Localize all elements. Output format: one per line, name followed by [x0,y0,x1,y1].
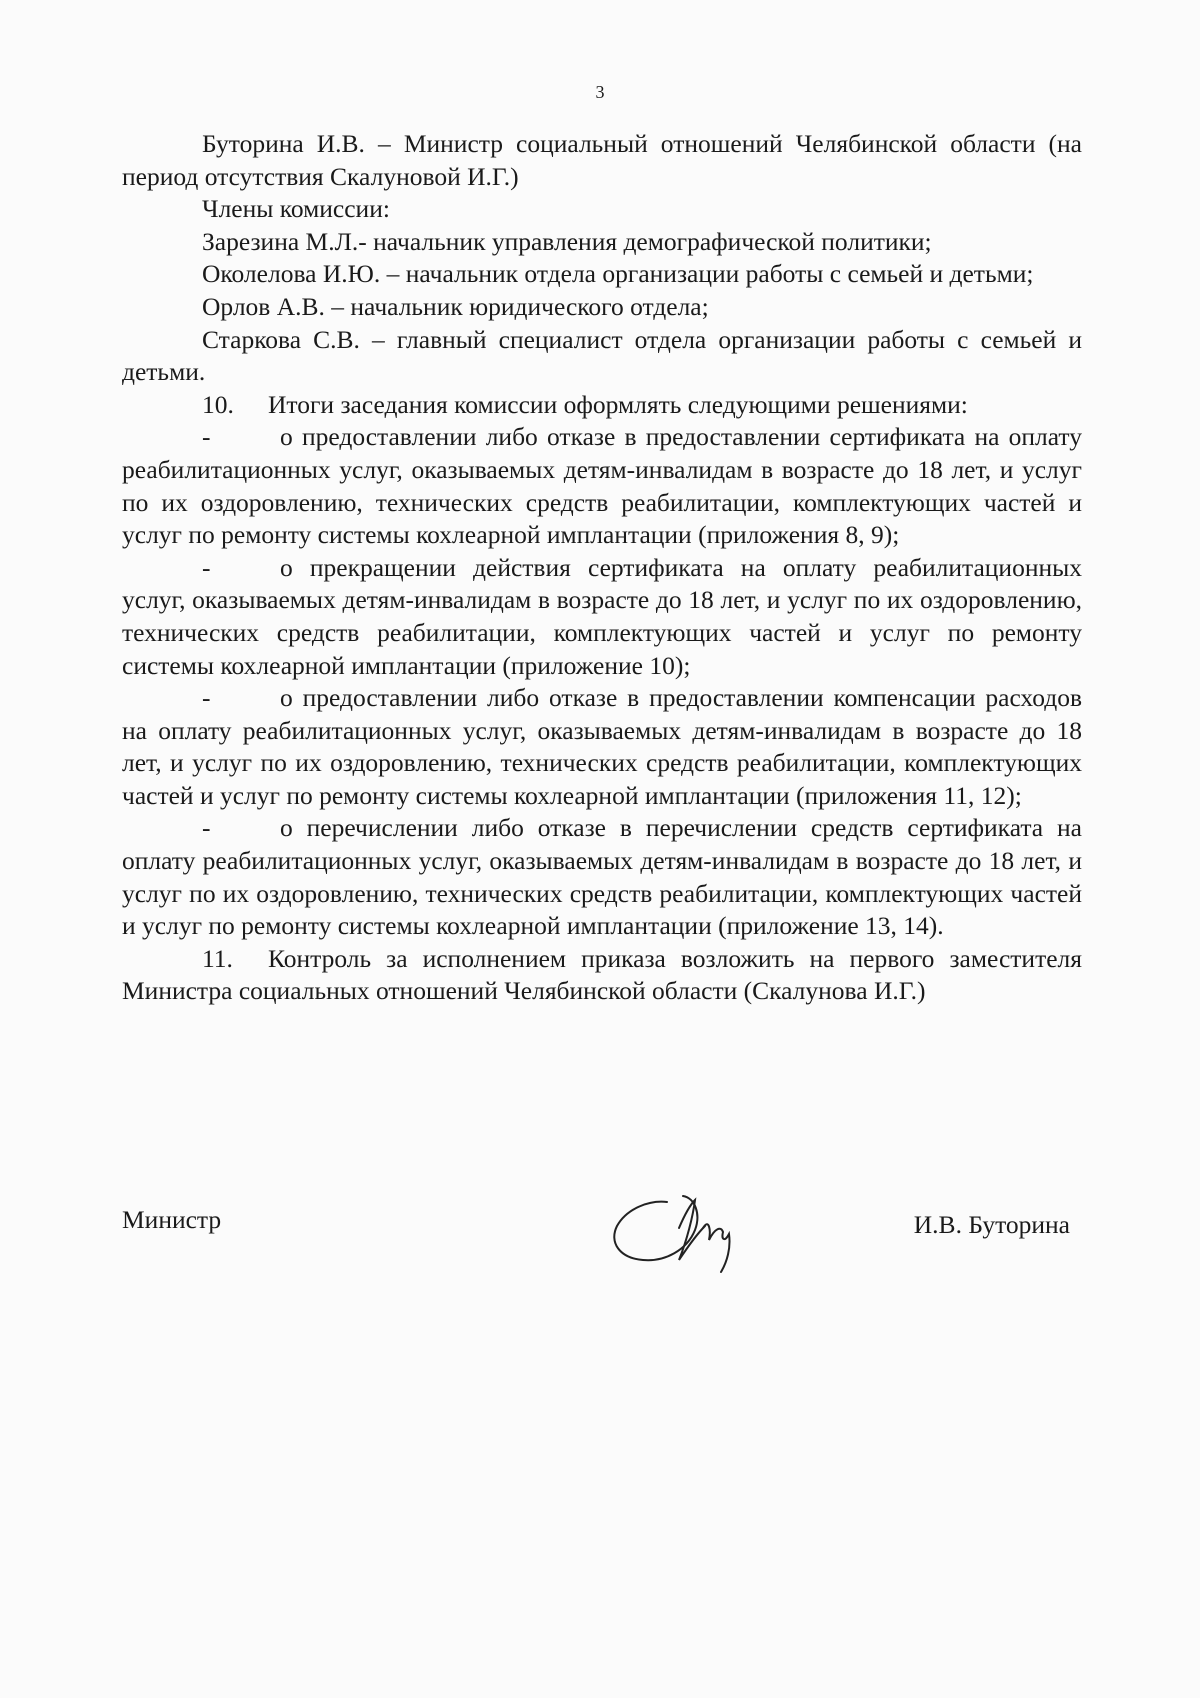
chair-paragraph: Буторина И.В. – Министр социальный отношений Челябинской области (на период отсутствия Скалуновой И.Г.) [122,129,1082,191]
signatory-name: И.В. Буторина [913,1210,1070,1239]
item-10-text: Итоги заседания комиссии оформлять следующими решениями: [268,389,968,419]
item-11-text: Контроль за исполнением приказа возложить на первого заместителя Министра социальных отношений Челябинской области (Скалунова И.Г.) [122,943,1082,1006]
list-dash: - [202,552,211,582]
subitem-2 [122,552,1082,682]
list-dash: - [202,813,211,843]
item-11 [122,943,1082,1008]
handwritten-signature [595,1170,765,1280]
list-dash: - [202,683,211,713]
subitem-3-text: о предоставлении либо отказе в предоставлении компенсации расходов на оплату реабилитационных услуг, оказываемых детям-инвалидам в возрасте до 18 лет, и услуг по их оздоровлению, технических средств реабилитации, комплектующих частей и услуг по ремонту системы кохлеарной имплантации (приложения 11, 12); [122,683,1082,810]
member-zarezina: Зарезина М.Л.- начальник управления демографической политики; [202,226,932,256]
subitem-4-text: о перечислении либо отказе в перечислении средств сертификата на оплату реабилитационных услуг, оказываемых детям-инвалидам в возрасте до 18 лет, и услуг по их оздоровлению, технических средств реабилитации, комплектующих частей и услуг по ремонту системы кохлеарной имплантации (приложение 13, 14). [122,813,1082,941]
member-okolelova: Околелова И.Ю. – начальник отдела организации работы с семьей и детьми; [202,259,1034,289]
subitem-3 [122,682,1082,812]
subitem-1 [122,421,1082,551]
subitem-2-text: о прекращении действия сертификата на оплату реабилитационных услуг, оказываемых детям-инвалидам в возрасте до 18 лет, и услуг по их оздоровлению, технических средств реабилитации, комплектующих частей и услуг по ремонту системы кохлеарной имплантации (приложение 10); [122,552,1082,680]
signatory-title: Министр [122,1205,222,1234]
item-10 [122,389,1082,422]
item-10-number: 10. [202,389,234,419]
subitem-4 [122,812,1082,942]
member-starkova: Старкова С.В. – главный специалист отдела организации работы с семьей и детьми. [122,324,1082,387]
list-dash: - [202,422,211,452]
document-body [122,128,1082,1008]
item-11-number: 11. [202,943,233,973]
subitem-1-text: о предоставлении либо отказе в предоставлении сертификата на оплату реабилитационных услуг, оказываемых детям-инвалидам в возрасте до 18 лет, и услуг по их оздоровлению, технических средств реабилитации, комплектующих частей и услуг по ремонту системы кохлеарной имплантации (приложения 8, 9); [122,422,1082,550]
member-orlov: Орлов А.В. – начальник юридического отдела; [202,291,709,321]
page-number: 3 [595,82,605,102]
members-heading: Члены комиссии: [202,194,390,224]
